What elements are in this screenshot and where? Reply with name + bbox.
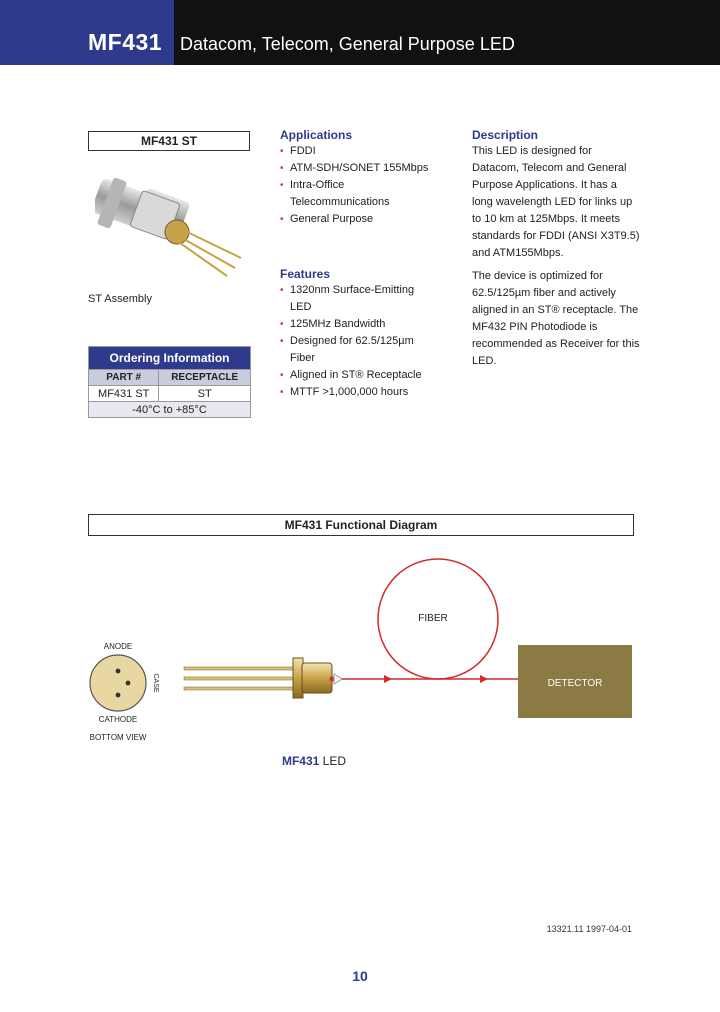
case-label: CASE	[152, 673, 159, 693]
list-item	[280, 384, 460, 401]
detector-label: DETECTOR	[547, 678, 603, 689]
feature-text: 125MHz Bandwidth	[290, 318, 386, 330]
applications-section	[280, 128, 460, 228]
pin-anode	[116, 669, 121, 674]
feature-text: MTTF >1,000,000 hours	[290, 386, 409, 398]
list-item	[280, 333, 460, 367]
page-title: Datacom, Telecom, General Purpose LED	[180, 34, 515, 54]
fiber-arrow	[480, 675, 488, 683]
led-lead	[184, 667, 296, 670]
list-item: • ATM-SDH/SONET 155Mbps	[280, 160, 460, 177]
list-item: • FDDI	[280, 143, 460, 160]
list-item	[280, 316, 460, 333]
feature-text-cont: LED	[290, 301, 312, 313]
features-heading: Features	[280, 267, 331, 281]
feature-text: 1320nm Surface-Emitting	[290, 284, 415, 296]
features-section	[280, 267, 460, 401]
functional-diagram	[88, 545, 634, 765]
diagram-title: MF431 Functional Diagram	[88, 514, 634, 536]
pin-cathode	[116, 693, 121, 698]
continuation-text: Telecommunications	[290, 196, 390, 208]
cell-part: MF431 ST	[89, 386, 159, 402]
model-title: MF431	[88, 29, 163, 55]
list-item	[280, 282, 460, 316]
list-item	[280, 367, 460, 384]
ordering-title: Ordering Information	[89, 347, 251, 370]
led-lens	[334, 674, 342, 684]
page-number: 10	[352, 968, 368, 984]
cell-receptacle: ST	[159, 386, 251, 402]
photo-caption: ST Assembly	[88, 293, 152, 305]
list-item: • Intra-Office	[280, 177, 460, 194]
col-part: PART #	[89, 370, 159, 386]
led-caption	[282, 754, 346, 765]
caption-model: MF431	[281, 754, 320, 765]
cathode-label: CATHODE	[98, 715, 138, 724]
document-code: 13321.11 1997-04-01	[546, 924, 632, 934]
description-paragraph: The device is optimized for 62.5/125µm fiber and actively aligned in an ST® receptacle. The MF432 PIN Photodiode is recommended as Receiver for this LED.	[472, 270, 640, 367]
cell-temp-range: -40°C to +85°C	[89, 402, 251, 418]
led-lead	[184, 677, 296, 680]
col-receptacle: RECEPTACLE	[159, 370, 251, 386]
st-assembly-photo	[95, 158, 245, 278]
model-block	[0, 0, 174, 65]
fiber-label: FIBER	[418, 613, 448, 624]
ordering-table	[88, 346, 251, 418]
fiber-arrow	[384, 675, 392, 683]
list-item: • General Purpose	[280, 211, 460, 228]
list-item-continuation	[280, 194, 460, 211]
caption-suffix: LED	[319, 754, 347, 765]
feature-text: Aligned in ST® Receptacle	[290, 369, 422, 381]
led-lead	[184, 687, 296, 690]
header-band	[0, 0, 720, 65]
bottom-view-label: BOTTOM VIEW	[89, 733, 147, 742]
description-heading: Description	[472, 128, 539, 142]
applications-heading: Applications	[280, 128, 353, 142]
led-can	[302, 663, 332, 693]
description-section	[472, 128, 640, 376]
feature-text-cont: Fiber	[290, 352, 316, 364]
feature-text: Designed for 62.5/125µm	[290, 335, 414, 347]
bottom-view-disc	[90, 655, 146, 711]
description-paragraph: This LED is designed for Datacom, Telecom and General Purpose Applications. It has a long wavelength LED for links up to 10 km at 125Mbps. It meets standards for FDDI (ANSI X3T9.5) and ATM155Mbps.	[472, 145, 640, 259]
product-label: MF431 ST	[88, 131, 250, 151]
pin-case	[126, 681, 131, 686]
anode-label: ANODE	[103, 642, 133, 651]
